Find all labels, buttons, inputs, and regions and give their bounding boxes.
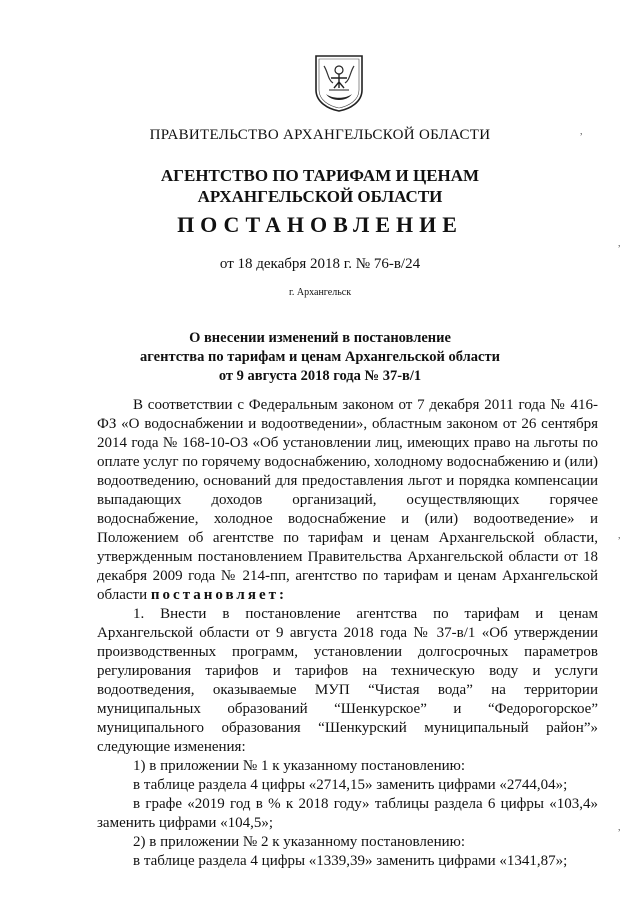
sub-item-1a: в таблице раздела 4 цифры «2714,15» заменить цифрами «2744,04»; (133, 777, 568, 793)
coat-of-arms-icon (314, 54, 364, 112)
subject-line2: агентства по тарифам и ценам Архангельской области (140, 349, 500, 365)
document-body (97, 396, 598, 871)
subject-line1: О внесении изменений в постановление (189, 330, 451, 346)
sub-item-2: 2) в приложении № 2 к указанному постановлению: (133, 834, 465, 850)
document-subject (0, 329, 640, 386)
document-city: г. Архангельск (288, 287, 352, 298)
sub-item-1b: в графе «2019 год в % к 2018 году» таблицы раздела 6 цифры «103,4» заменить цифрами «104,5»; (97, 796, 598, 831)
scan-speck: , (580, 126, 583, 137)
sub-item-1: 1) в приложении № 1 к указанному постановлению: (133, 758, 465, 774)
preamble-text: В соответствии с Федеральным законом от 7 декабря 2011 года № 416-ФЗ «О водоснабжении и водоотведении», областным законом от 26 сентября 2014 года № 168-10-ОЗ «Об установлении лиц, имеющих право на льготы по оплате услуг по горячему водоснабжению, холодному водоснабжению и (или) водоотведению, оснований для предоставления льгот и порядка компенсации выпадающих доходов организаций, осуществляющих горячее водоснабжение, холодное водоснабжение и (или) водоотведение» и Положением об агентстве по тарифам и ценам Архангельской области, утвержденным постановлением Правительства Архангельской области от 18 декабря 2009 года № 214-пп, агентство по тарифам и ценам Архангельской области (97, 397, 598, 603)
item-1-paragraph: 1. Внести в постановление агентства по тарифам и ценам Архангельской области от 9 августа 2018 года № 37-в/1 «Об утверждении производственных программ, установлении долгосрочных параметров регулирования тарифов и тарифов на техническую воду и услуги водоотведения, оказываемые МУП “Чистая вода” на территории муниципальных образований “Шенкурское” и “Федорогорское” муниципального образования “Шенкурский муниципальный район”» следующие изменения: (97, 606, 598, 755)
subject-line3: от 9 августа 2018 года № 37-в/1 (218, 368, 422, 384)
scan-speck: , (618, 238, 621, 249)
scan-speck: , (618, 822, 621, 833)
agency-title-line2: АРХАНГЕЛЬСКОЙ ОБЛАСТИ (197, 187, 443, 206)
resolves-word: постановляет: (150, 587, 287, 603)
document-date-number: от 18 декабря 2018 г. № 76-в/24 (219, 256, 421, 272)
scan-speck: , (618, 530, 621, 541)
preamble-paragraph (97, 396, 598, 605)
document-type: ПОСТАНОВЛЕНИЕ (177, 212, 463, 237)
agency-title (0, 165, 640, 207)
sub-item-2a: в таблице раздела 4 цифры «1339,39» заменить цифрами «1341,87»; (133, 853, 568, 869)
agency-title-line1: АГЕНТСТВО ПО ТАРИФАМ И ЦЕНАМ (160, 166, 480, 185)
government-title: ПРАВИТЕЛЬСТВО АРХАНГЕЛЬСКОЙ ОБЛАСТИ (149, 127, 491, 143)
